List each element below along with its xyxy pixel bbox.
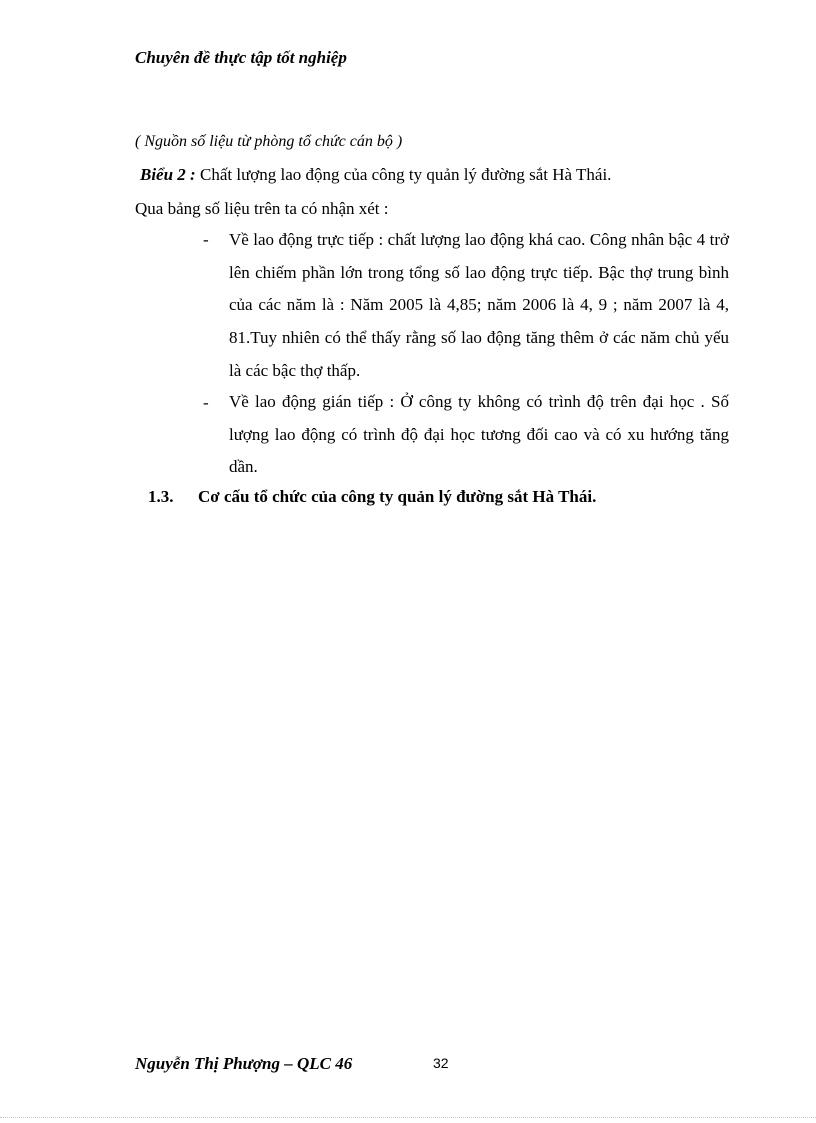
bullet-text-direct-labor: Về lao động trực tiếp : chất lượng lao động khá cao. Công nhân bậc 4 trở lên chiếm phần lớn trong tổng số lao động trực tiếp. Bậc thợ trung bình của các năm là : Năm 2005 là 4,85; năm 2006 là 4, 9 ; năm 2007 là 4, 81.Tuy nhiên có thể thấy rằng số lao động tăng thêm ở các năm chủ yếu là các bậc thợ thấp. [229,230,729,380]
header-title: Chuyên đề thực tập tốt nghiệp [135,48,347,67]
chart-caption [140,165,611,185]
chart-caption-label: Biểu 2 : [140,165,196,184]
source-note: ( Nguồn số liệu từ phòng tổ chức cán bộ ) [135,133,403,150]
page-bottom-divider [0,1117,816,1118]
footer-author: Nguyễn Thị Phượng – QLC 46 [135,1054,353,1073]
bullet-marker: - [203,393,209,412]
bullet-marker: - [203,230,209,249]
chart-caption-text: Chất lượng lao động của công ty quản lý đường sắt Hà Thái. [199,165,612,184]
section-number: 1.3. [148,487,174,506]
bullet-text-indirect-labor: Về lao động gián tiếp : Ở công ty không có trình độ trên đại học . Số lượng lao động có trình độ đại học tương đối cao và có xu hướng tăng dần. [229,392,729,477]
section-title: Cơ cấu tổ chức của công ty quản lý đường sắt Hà Thái. [198,487,597,506]
page-number: 32 [433,1055,449,1071]
intro-paragraph: Qua bảng số liệu trên ta có nhận xét : [135,199,389,218]
section-heading [148,487,596,507]
